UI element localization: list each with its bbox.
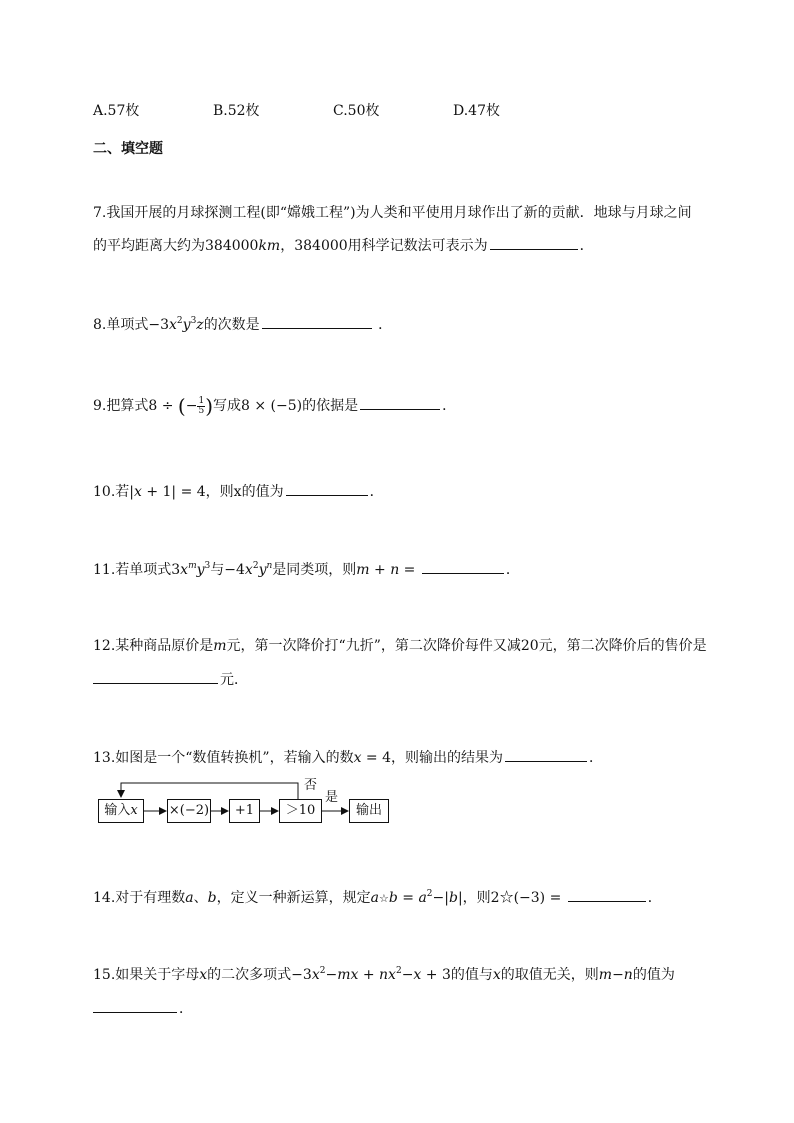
option-c: C.50枚 [333,103,380,119]
q14: 14.对于有理数a、b，定义一种新运算，规定a☆b = $a^2-|b|$，则2☆(−3) = ． [93,889,662,906]
q11: 11.若单项式$3x^my^3$与$-4x^2y^n$是同类项，则m + n = ． [93,561,520,578]
option-d: D.47枚 [453,103,500,119]
arrow-loop-back [121,783,298,799]
q13: 13.如图是一个“数值转换机”，若输入的数x = 4，则输出的结果为 ． [93,747,603,767]
q15-line1: 15.如果关于字母x的二次多项式$-3x^2-mx + nx^2-x + 3$的值与x的取值无关，则m−n的值为 [93,966,675,983]
q7-line2: 的平均距离大约为384000km，384000用科学记数法可表示为 ． [93,235,594,255]
q9-fraction: $\frac{1}{5}$ [198,395,205,416]
section-heading: 二、填空题 [93,141,163,157]
flow-step3-box: ＞10 [279,799,322,823]
flow-output-box: 输出 [349,799,389,823]
q12-line2: 元． [93,669,248,689]
q15-answer-blank[interactable] [93,998,177,1013]
q9: 9.把算式8 ÷ (− $\frac{1}{5}$ )写成8 × (−5)的依据是 ． [93,394,457,418]
q15-line2: ． [93,998,193,1018]
q14-answer-blank[interactable] [568,887,646,902]
flow-yes-label: 是 [325,790,339,805]
q10: 10.若|x + 1| = 4，则x的值为 ． [93,481,384,501]
option-a: A.57枚 [93,103,140,119]
q12-line1: 12.某种商品原价是m元，第一次降价打“九折”，第二次降价每件又减20元，第二次降价后的售价是 [93,638,707,654]
flow-step2-box: +1 [229,799,260,823]
option-b: B.52枚 [213,103,260,119]
flow-input-box: 输入x [98,799,144,823]
flow-no-label: 否 [304,778,318,793]
flow-step1-box: ×(−2) [167,799,211,823]
q8: 8.单项式$-3x^2y^3z$的次数是 ． [93,316,393,333]
q7-line1: 7.我国开展的月球探测工程(即“嫦娥工程”)为人类和平使用月球作出了新的贡献．地球与月球之间 [93,205,692,221]
